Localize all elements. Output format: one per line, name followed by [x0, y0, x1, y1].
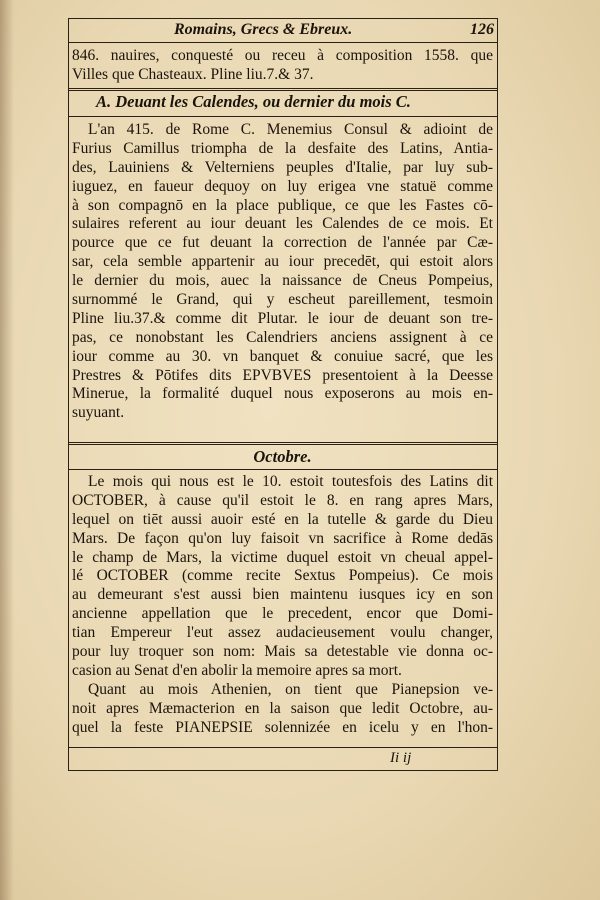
text-line: iuguez, en faueur dequoy on luy erigea vne statuë comme: [72, 177, 493, 195]
text-line: au demeurant s'est aussi bien maintenu iusques icy en son: [72, 586, 493, 604]
text-line: pource que ce fut deuant la correction de l'année par Cæ-: [72, 234, 493, 252]
text-line: iour comme au 30. vn banquet & conuiue sacré, que les: [72, 347, 493, 365]
text-line: ancienne appellation que le precedent, encor que Domi-: [72, 605, 493, 623]
section-rule: [68, 88, 498, 91]
signature-mark: Ii ij: [390, 750, 412, 766]
text-line: Mars. De façon qu'on luy faisoit vn sacrifice à Rome dedās: [72, 529, 493, 547]
text-line: sulaires referent au iour deuant les Calendes de ce mois. Et: [72, 215, 493, 233]
text-line: lequel on tiēt aussi auoir esté en la tutelle & garde du Dieu: [72, 510, 493, 528]
text-line: 846. nauires, conquesté ou receu à composition 1558. que: [72, 47, 493, 64]
top-rule: [68, 18, 498, 19]
gutter-shadow: [0, 0, 14, 900]
octobre-heading: Octobre.: [253, 447, 312, 466]
section-rule: [68, 469, 498, 470]
text-line: le champ de Mars, la victime duquel estoit vn cheual appel-: [72, 548, 493, 566]
text-line: quel la feste PIANEPSIE solennizée en icelu y en l'hon-: [72, 718, 493, 736]
running-header: [70, 20, 496, 42]
text-line: Minerue, la formalité duquel nous exposerons au mois en-: [72, 385, 493, 403]
text-line: Furius Camillus triompha de la desfaite des Latins, Antia-: [72, 139, 493, 157]
text-line: Le mois qui nous est le 10. estoit toutesfois des Latins dit: [88, 473, 493, 490]
text-line: Prestres & Pōtifes dits EPVBVES presentoient à la Deesse: [72, 366, 493, 384]
text-line: L'an 415. de Rome C. Menemius Consul & adioint de: [88, 121, 493, 138]
text-line: casion au Senat d'en abolir la memoire apres sa mort.: [72, 661, 402, 679]
text-line: à son compagnō en la place publique, ce que les Fastes cō-: [72, 196, 493, 214]
header-rule: [68, 42, 498, 43]
octobre-text: [72, 473, 493, 737]
text-line: OCTOBER, à cause qu'il estoit le 8. en rang apres Mars,: [72, 491, 493, 509]
running-title: Romains, Grecs & Ebreux.: [174, 21, 353, 38]
text-line: tian Empereur l'eut assez audacieusement voulu changer,: [72, 624, 493, 642]
text-line: surnommé le Grand, qui y escheut pareillement, tesmoin: [72, 291, 493, 309]
section-a-heading: A. Deuant les Calendes, ou dernier du mois C.: [96, 92, 411, 111]
text-line: pas, ce nonobstant les Calendriers anciens assignent à ce: [72, 328, 493, 346]
text-line: le dernier du mois, auec la naissance de Cneus Pompeius,: [72, 272, 493, 290]
footer-rule: [68, 770, 498, 771]
text-line: Quant au mois Athenien, on tient que Pianepsion ve-: [88, 680, 493, 698]
bottom-rule: [68, 747, 498, 748]
page-number: 126: [470, 21, 494, 38]
text-line: Pline liu.37.& comme dit Plutar. le iour de deuant son tre-: [72, 309, 493, 327]
text-line: pour luy troquer son nom: Mais sa detestable vie donna oc-: [72, 643, 493, 661]
text-line: sar, cela semble appartenir au iour precedēt, qui estoit alors: [72, 253, 493, 271]
section-rule: [68, 116, 498, 117]
text-line: suyuant.: [72, 404, 125, 422]
section-a-text: [72, 121, 493, 423]
text-line: lé OCTOBER (comme recite Sextus Pompeius). Ce mois: [72, 567, 493, 585]
intro-paragraph: [72, 47, 493, 85]
text-line: des, Lauiniens & Velterniens peuples d'Italie, par luy sub-: [72, 158, 493, 176]
text-line: Villes que Chasteaux. Pline liu.7.& 37.: [72, 65, 314, 83]
section-rule: [68, 442, 498, 445]
text-line: noit apres Mæmacterion en la saison que ledit Octobre, au-: [72, 699, 493, 717]
